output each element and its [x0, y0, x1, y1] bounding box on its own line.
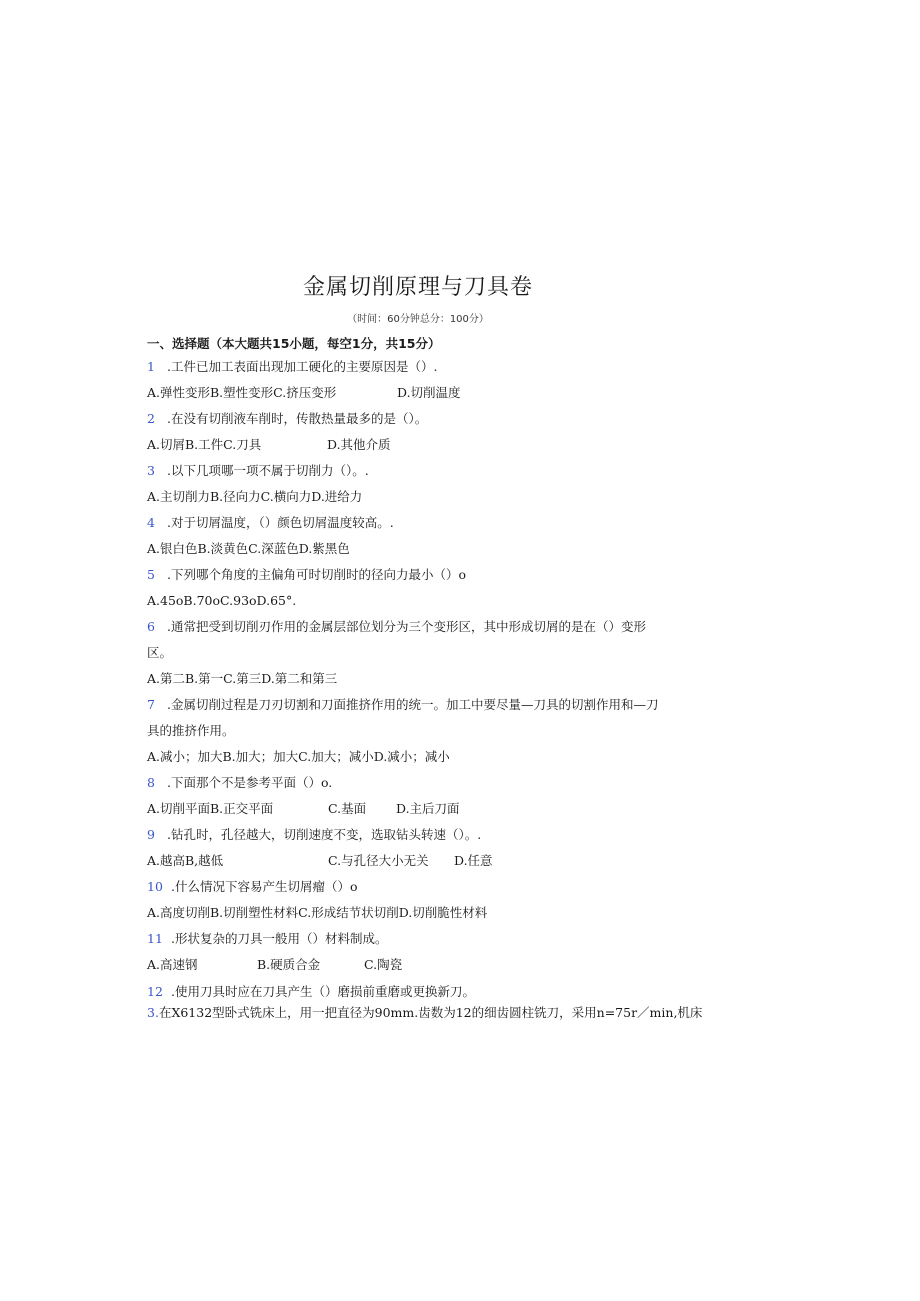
- question-text: .什么情况下容易产生切屑瘤（）o: [171, 879, 358, 894]
- options-5: [147, 593, 296, 609]
- options-3: [147, 489, 362, 505]
- option-c: C.陶瓷: [364, 957, 403, 972]
- option-c: C.基面: [328, 801, 367, 816]
- question-number: 6: [147, 619, 155, 634]
- question-number: 3: [147, 463, 155, 478]
- question-11: [147, 931, 387, 947]
- question-text: .工件已加工表面出现加工硬化的主要原因是（）.: [167, 359, 438, 374]
- question-text: 在X6132型卧式铣床上，用一把直径为90mm.齿数为12的细齿圆柱铣刀，采用n=75r／min,机床: [158, 1005, 703, 1020]
- option-d: D.任意: [454, 853, 493, 868]
- option-group: A.减小；加大B.加大；加大C.加大；减小D.减小；减小: [147, 749, 450, 764]
- question-number: 1: [147, 359, 155, 374]
- option-group: A.主切削力B.径向力C.横向力D.进给力: [147, 489, 363, 504]
- option-group: A.高度切削B.切削塑性材料C.形成结节状切削D.切削脆性材料: [147, 905, 488, 920]
- section-heading: 一、选择题（本大题共15小题，每空1分，共15分）: [147, 336, 441, 351]
- question-6: [147, 619, 646, 635]
- option-c: C.与孔径大小无关: [328, 853, 429, 868]
- question-text: .金属切削过程是刀刃切割和刀面推挤作用的统一。加工中要尽量—刀具的切割作用和—刀: [167, 697, 659, 712]
- question-text-continued: 具的推挤作用。: [147, 723, 235, 738]
- option-d: D.其他介质: [327, 437, 391, 452]
- question-1: [147, 359, 437, 375]
- question-number: 9: [147, 827, 155, 842]
- question-text: .通常把受到切削刃作用的金属层部位划分为三个变形区，其中形成切屑的是在（）变形: [167, 619, 646, 634]
- options-1: [147, 385, 461, 401]
- question-number: 8: [147, 775, 155, 790]
- question-text: .在没有切削液车削时，传散热量最多的是（）。: [167, 411, 428, 426]
- question-12: [147, 984, 475, 1000]
- question-text-continued: 区。: [147, 645, 173, 660]
- question-3: [147, 463, 369, 479]
- option-group: A.切屑B.工件C.刀具: [147, 437, 262, 452]
- option-group: A.弹性变形B.塑性变形C.挤压变形: [147, 385, 337, 400]
- question-text: .下列哪个角度的主偏角可时切削时的径向力最小（）o: [167, 567, 467, 582]
- option-group: A.第二B.第一C.第三D.第二和第三: [147, 671, 338, 686]
- question-number: 10: [147, 879, 163, 894]
- options-2: [147, 437, 391, 453]
- question-9: [147, 827, 481, 843]
- options-7: [147, 749, 450, 765]
- page-title: 金属切削原理与刀具卷: [302, 275, 533, 300]
- option-group: A.切削平面B.正交平面: [147, 801, 274, 816]
- question-number: 11: [147, 931, 163, 946]
- question-number: 5: [147, 567, 155, 582]
- option-b: B.硬质合金: [257, 957, 321, 972]
- question-number: 4: [147, 515, 155, 530]
- question-5: [147, 567, 466, 583]
- question-13: [147, 1005, 702, 1021]
- options-9: [147, 853, 493, 869]
- question-7: [147, 697, 658, 713]
- question-text: .下面那个不是参考平面（）o.: [167, 775, 333, 790]
- question-text: .形状复杂的刀具一般用（）材料制成。: [171, 931, 388, 946]
- page-subtitle: （时间：60分钟总分：100分）: [347, 314, 489, 325]
- options-10: [147, 905, 487, 921]
- option-group: A.银白色B.淡黄色C.深蓝色D.紫黑色: [147, 541, 350, 556]
- question-2: [147, 411, 427, 427]
- question-number: 12: [147, 984, 163, 999]
- options-4: [147, 541, 350, 557]
- question-number: 2: [147, 411, 155, 426]
- question-text: .钻孔时，孔径越大，切削速度不变，选取钻头转速（）。.: [167, 827, 482, 842]
- question-number: 7: [147, 697, 155, 712]
- option-group: A.45oB.70oC.93oD.65°.: [147, 593, 297, 608]
- question-10: [147, 879, 358, 895]
- question-text: .对于切屑温度，（）颜色切屑温度较高。.: [167, 515, 394, 530]
- option-d: D.切削温度: [397, 385, 461, 400]
- question-text: .使用刀具时应在刀具产生（）磨损前重磨或更换新刀。: [171, 984, 475, 999]
- question-4: [147, 515, 394, 531]
- option-a: A.高速钢: [147, 957, 198, 972]
- question-6-continued: [147, 645, 172, 661]
- options-6: [147, 671, 337, 687]
- options-11: [147, 957, 402, 973]
- option-d: D.主后刀面: [396, 801, 460, 816]
- option-group: A.越高B,越低: [147, 853, 224, 868]
- question-7-continued: [147, 723, 235, 739]
- options-8: [147, 801, 460, 817]
- question-text: .以下几项哪一项不属于切削力（）。.: [167, 463, 369, 478]
- question-number: 3.: [147, 1005, 159, 1020]
- question-8: [147, 775, 332, 791]
